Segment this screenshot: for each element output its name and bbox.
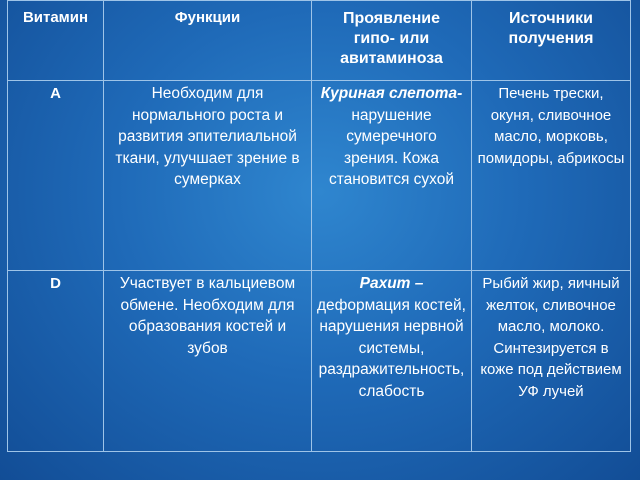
row-a-vitamin-cell	[8, 81, 104, 271]
disease-name: Рахит –	[359, 275, 424, 292]
row-a-sources-cell	[472, 81, 631, 271]
table-header-row	[8, 1, 631, 81]
header-manifestation: Проявление гипо- или авитаминоза	[340, 10, 443, 67]
header-sources-cell	[472, 1, 631, 81]
functions-text: Участвует в кальциевом обмене. Необходим для образования костей и зубов	[119, 275, 296, 357]
header-vitamin-cell	[8, 1, 104, 81]
vitamin-letter: A	[50, 85, 61, 102]
disease-description: деформация костей, нарушения нервной системы, раздражительность, слабость	[316, 296, 466, 400]
header-functions: Функции	[174, 9, 241, 26]
row-a-manifestation-cell	[312, 81, 472, 271]
header-functions-cell	[104, 1, 312, 81]
manifestation-text	[312, 81, 471, 270]
header-vitamin: Витамин	[22, 9, 89, 26]
header-sources: Источники получения	[508, 10, 594, 47]
table-row	[8, 271, 631, 452]
disease-name: Куриная слепота-	[320, 85, 463, 102]
manifestation-text	[312, 271, 471, 451]
functions-text: Необходим для нормального роста и развития эпителиальной ткани, улучшает зрение в сумерках	[115, 85, 300, 188]
table-row	[8, 81, 631, 271]
disease-description: нарушение сумеречного зрения. Кожа становится сухой	[328, 106, 455, 188]
vitamin-letter: D	[50, 275, 61, 292]
row-d-manifestation-cell	[312, 271, 472, 452]
row-d-functions-cell	[104, 271, 312, 452]
row-d-vitamin-cell	[8, 271, 104, 452]
row-a-functions-cell	[104, 81, 312, 271]
header-manifestation-cell	[312, 1, 472, 81]
vitamins-table	[7, 0, 631, 452]
row-d-sources-cell	[472, 271, 631, 452]
sources-text: Рыбий жир, яичный желток, сливочное масло, молоко. Синтезируется в коже под действием УФ лучей	[480, 275, 622, 400]
sources-text: Печень трески, окуня, сливочное масло, морковь, помидоры, абрикосы	[477, 85, 625, 167]
